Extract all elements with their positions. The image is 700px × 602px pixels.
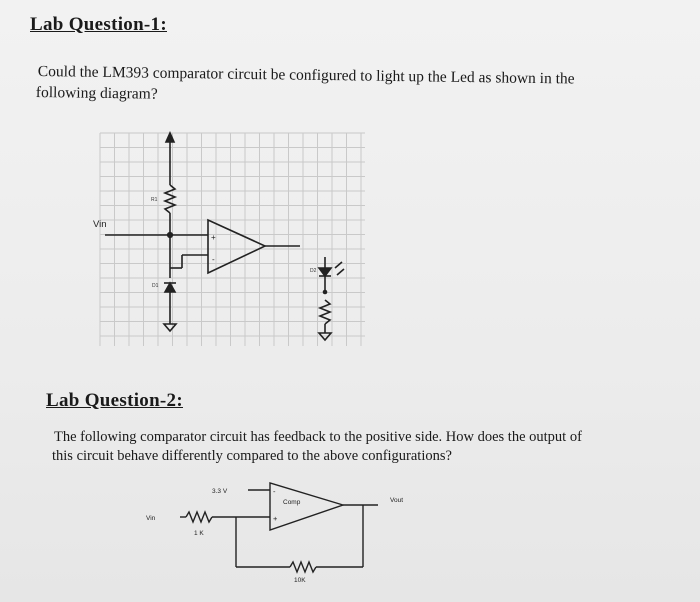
q2-r-feedback-icon [290,562,316,572]
q2-text-line1: The following comparator circuit has feedback to the positive side. How does the output of [54,429,582,445]
q1-text-line1: Could the LM393 comparator circuit be configured to light up the Led as shown in the [37,62,575,88]
q2-comparator-icon [270,483,343,530]
q2-vout-label: Vout [390,497,404,504]
q1-text-line2: following diagram? [35,83,158,103]
q1-d2-label: D2 [310,268,317,274]
q1-r1-label: R1 [151,197,158,203]
q2-r-feedback-label: 10K [294,577,306,584]
q2-v33-label: 3.3 V [212,488,228,495]
q1-heading: Lab Question-1: [30,14,167,35]
q1-d1-label: D1 [152,283,159,289]
q2-minus-label: - [273,487,276,496]
q2-r-input-label: 1 K [194,530,204,537]
q1-minus-label: - [212,255,215,264]
q2-vin-label: Vin [146,515,156,522]
q2-text-line2: this circuit behave differently compared to the above configurations? [52,448,452,464]
q1-plus-label: + [211,233,216,242]
q2-heading: Lab Question-2: [46,390,183,411]
q1-vin-label: Vin [93,219,107,230]
q2-r-input-icon [186,512,212,522]
q2-comp-label: Comp [283,499,301,506]
q2-plus-label: + [273,514,278,523]
